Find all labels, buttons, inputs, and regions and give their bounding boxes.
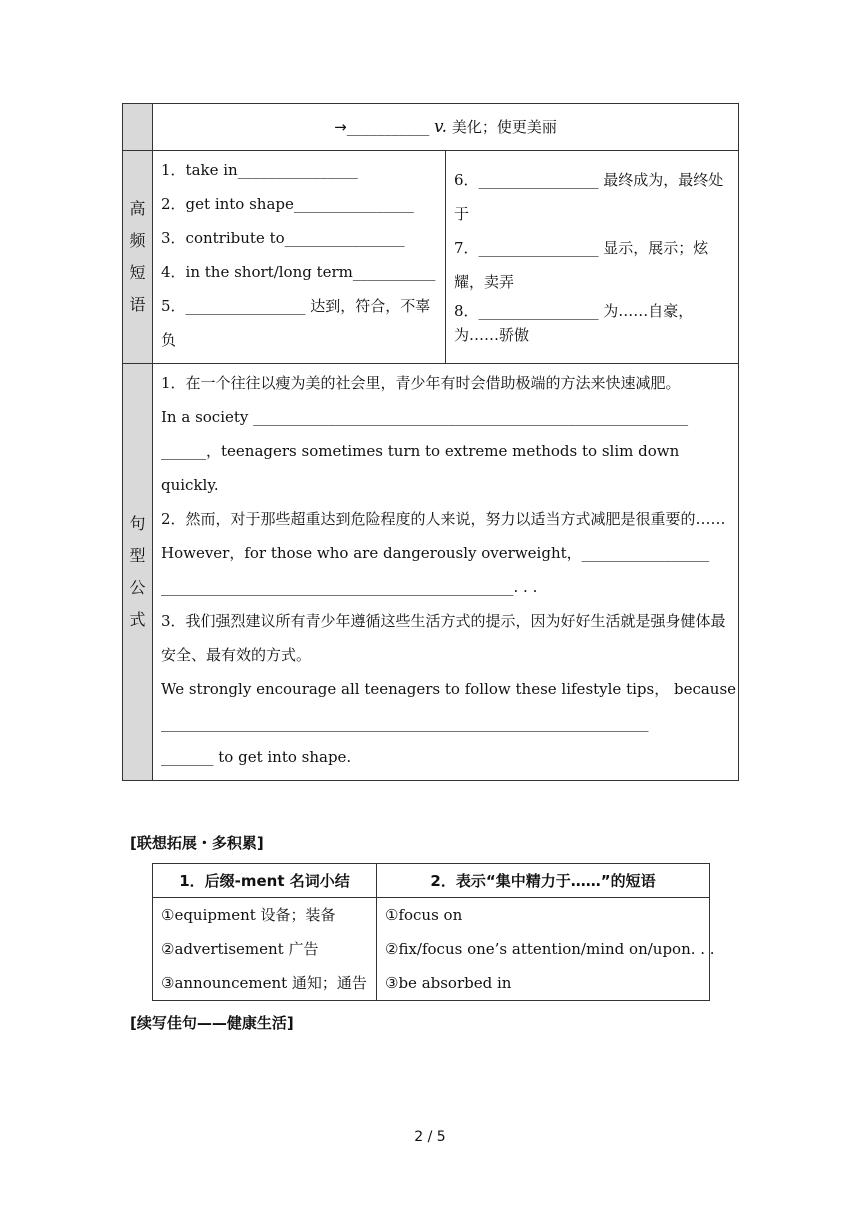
phrase-item: 5．________________ 达到，符合，不辜负 <box>161 297 431 349</box>
sentence-english: quickly. <box>161 476 219 494</box>
phrases-label-char: 高 <box>129 199 146 218</box>
top-row <box>123 104 739 151</box>
top-row-blank: ___________ <box>346 118 430 136</box>
expand-table-header <box>153 864 710 898</box>
sentences-row <box>123 364 739 781</box>
sentence-chinese: 3．我们强烈建议所有青少年遵循这些生活方式的提示，因为好好生活就是强身健体最安全、最有效的方式。 <box>161 612 726 664</box>
phrases-label-cell <box>123 151 153 364</box>
list-item: ②advertisement 广告 <box>161 940 319 958</box>
phrases-right-cell <box>446 151 739 364</box>
phrases-label-char: 短 <box>129 263 146 282</box>
sentences-label-char: 型 <box>129 546 146 565</box>
top-row-meaning: 美化；使更美丽 <box>451 118 557 136</box>
expand-table-body <box>153 898 710 1001</box>
sentence-english: In a society __________________________________________________________ <box>161 408 689 426</box>
sentences-label-char: 公 <box>129 578 146 597</box>
top-row-side-cell <box>123 104 153 151</box>
phrases-row <box>123 151 739 364</box>
list-item: ②fix/focus one’s attention/mind on/upon. . . <box>385 940 715 958</box>
list-item: ③be absorbed in <box>385 974 512 992</box>
phrases-label-char: 频 <box>129 231 146 250</box>
section-title-writing: [续写佳句——健康生活] <box>130 1014 294 1032</box>
sentences-cell <box>153 364 739 781</box>
phrases-label-char: 语 <box>129 295 146 314</box>
arrow-icon: → <box>334 118 347 136</box>
sentence-chinese: 1．在一个往往以瘦为美的社会里，青少年有时会借助极端的方法来快速减肥。 <box>161 374 681 392</box>
sentences-label-char: 句 <box>129 514 146 533</box>
sentence-english: _________________________________________________________________ <box>161 714 649 732</box>
phrases-left-cell <box>153 151 446 364</box>
sentences-label-char: 式 <box>129 610 146 629</box>
sentences-label-cell <box>123 364 153 781</box>
sentence-english: ______，teenagers sometimes turn to extreme methods to slim down <box>161 442 680 460</box>
section-title-expand: [联想拓展・多积累] <box>130 834 264 852</box>
phrase-item: 7．________________ 显示，展示；炫耀，卖弄 <box>454 239 709 291</box>
list-item: ③announcement 通知；通告 <box>161 974 367 992</box>
phrase-item: 4．in the short/long term___________ <box>161 263 436 281</box>
phrase-item: 8．________________ 为……自豪，为……骄傲 <box>454 302 694 344</box>
sentence-english: _______________________________________________. . . <box>161 578 538 596</box>
top-row-content <box>153 104 739 151</box>
list-item: ①equipment 设备；装备 <box>161 906 336 924</box>
expand-col-suffix <box>153 898 377 1001</box>
phrase-item: 2．get into shape________________ <box>161 195 414 213</box>
sentence-english: We strongly encourage all teenagers to follow these lifestyle tips， because <box>161 680 737 698</box>
sentence-english: _______ to get into shape. <box>161 748 352 766</box>
expand-header-suffix: 1．后缀-ment 名词小结 <box>153 864 377 898</box>
phrase-item: 3．contribute to________________ <box>161 229 405 247</box>
vocabulary-table <box>122 103 739 781</box>
expand-header-focus: 2．表示“集中精力于……”的短语 <box>377 864 710 898</box>
phrase-item: 6．________________ 最终成为，最终处于 <box>454 171 724 223</box>
sentence-english: However，for those who are dangerously overweight，_________________ <box>161 544 710 562</box>
expand-table <box>152 863 715 1001</box>
part-of-speech: v. <box>434 117 448 137</box>
sentence-chinese: 2．然而，对于那些超重达到危险程度的人来说，努力以适当方式减肥是很重要的…… <box>161 510 726 528</box>
phrase-item: 1．take in________________ <box>161 161 358 179</box>
list-item: ①focus on <box>385 906 463 924</box>
expand-col-focus <box>377 898 715 1001</box>
page-number: 2 / 5 <box>414 1129 446 1145</box>
